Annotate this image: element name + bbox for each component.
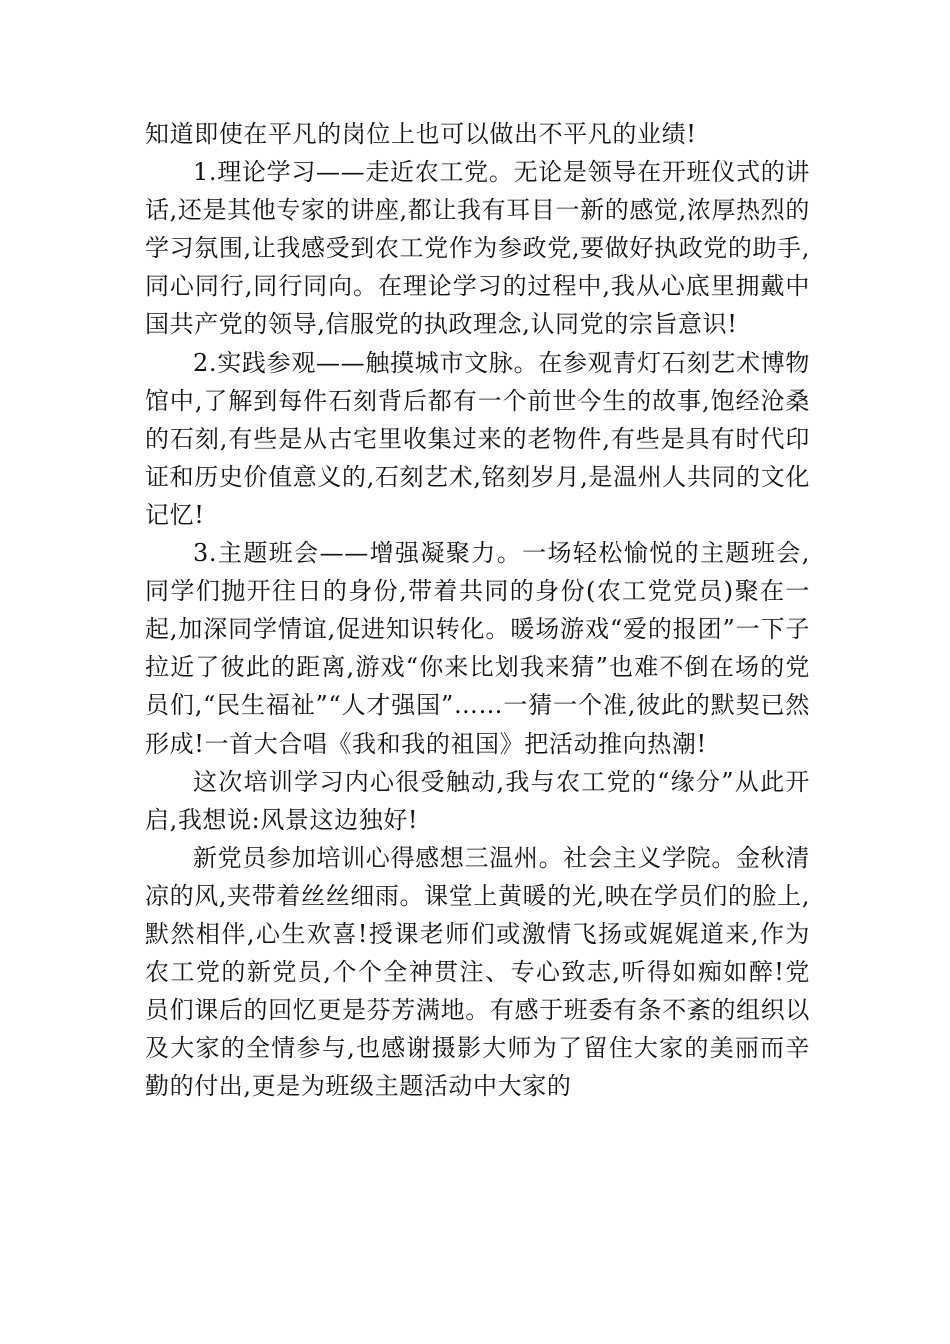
paragraph-continuation: 知道即使在平凡的岗位上也可以做出不平凡的业绩! <box>145 120 697 148</box>
body-text <box>145 115 810 1105</box>
paragraph-essay-three: 新党员参加培训心得感想三温州。社会主义学院。金秋清凉的风,夹带着丝丝细雨。课堂上黄暖的光,映在学员们的脸上,默然相伴,心生欢喜!授课老师们或激情飞扬或娓娓道来,作为农工党的新党员,个个全神贯注、专心致志,听得如痴如醉!党员们课后的回忆更是芬芳满地。有感于班委有条不紊的组织以及大家的全情参与,也感谢摄影大师为了留住大家的美丽而辛勤的付出,更是为班级主题活动中大家的 <box>145 843 810 1101</box>
paragraph-practice-visit: 2.实践参观——触摸城市文脉。在参观青灯石刻艺术博物馆中,了解到每件石刻背后都有一个前世今生的故事,饱经沧桑的石刻,有些是从古宅里收集过来的老物件,有些是具有时代印证和历史价值意义的,石刻艺术,铭刻岁月,是温州人共同的文化记忆! <box>145 348 810 529</box>
paragraph-conclusion: 这次培训学习内心很受触动,我与农工党的“缘分”从此开启,我想说:风景这边独好! <box>145 767 810 834</box>
paragraph-theme-meeting: 3.主题班会——增强凝聚力。一场轻松愉悦的主题班会,同学们抛开往日的身份,带着共同的身份(农工党党员)聚在一起,加深同学情谊,促进知识转化。暖场游戏“爱的报团”一下子拉近了彼此的距离,游戏“你来比划我来猜”也难不倒在场的党员们,“民生福祉”“人才强国”……一猜一个准,彼此的默契已然形成!一首大合唱《我和我的祖国》把活动推向热潮! <box>145 539 810 758</box>
paragraph-theory-study: 1.理论学习——走近农工党。无论是领导在开班仪式的讲话,还是其他专家的讲座,都让我有耳目一新的感觉,浓厚热烈的学习氛围,让我感受到农工党作为参政党,要做好执政党的助手,同心同行,同行同向。在理论学习的过程中,我从心底里拥戴中国共产党的领导,信服党的执政理念,认同党的宗旨意识! <box>145 158 810 339</box>
